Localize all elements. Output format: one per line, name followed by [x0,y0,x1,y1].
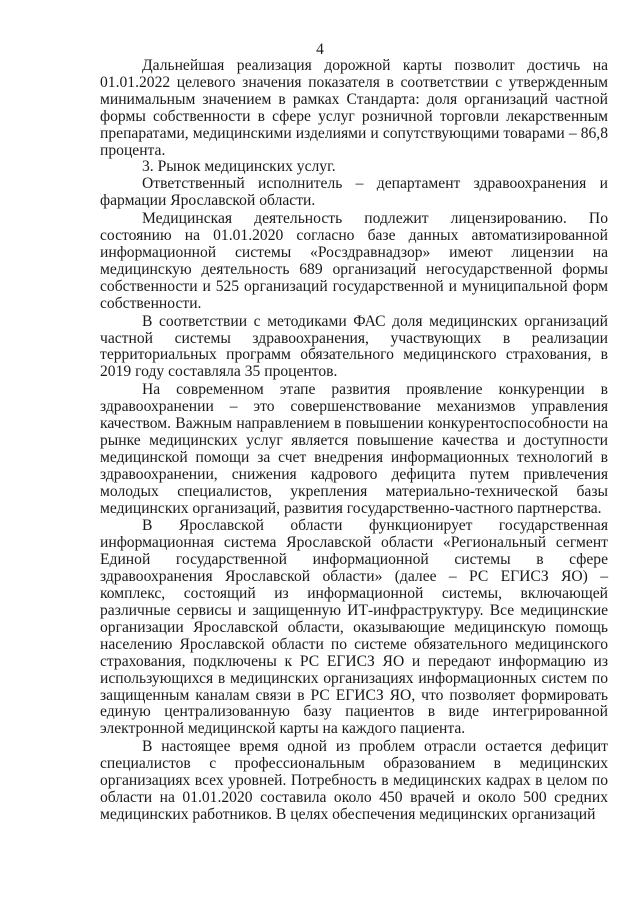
section-heading-medical-services: 3. Рынок медицинских услуг. [142,158,336,176]
paragraph-staff-shortage: В настоящее время одной из проблем отрасли остается дефицит специалистов с профессиональным образованием в медицинских организациях всех уровней. Потребность в медицинских кадрах в целом по области на 01.01.2020 составила около 450 врачей и около 500 средних медицинских работников. В целях обеспечения медицинских организаций [100,738,608,823]
paragraph-roadmap-target: Дальнейшая реализация дорожной карты позволит достичь на 01.01.2022 целевого значения показателя в соответствии с утвержденным минимальным значением в рамках Стандарта: доля организаций частной формы собственности в сфере услуг розничной торговли лекарственным препаратами, медицинскими изделиями и сопутствующими товарами – 86,8 процента. [100,57,608,159]
paragraph-competition: На современном этапе развития проявление конкуренции в здравоохранении – это совершенствование механизмов управления качеством. Важным направлением в повышении конкурентоспособности на рынке медицинских услуг является повышение качества и доступности медицинской помощи за счет внедрения информационных технологий в здравоохранении, снижения кадрового дефицита путем привлечения молодых специалистов, укрепления материально-технической базы медицинских организаций, развития государственно-частного партнерства. [100,381,608,517]
document-body [100,58,608,824]
paragraph-responsible-executor: Ответственный исполнитель – департамент здравоохранения и фармации Ярославской области. [100,175,608,210]
page-number: 4 [316,41,324,58]
paragraph-information-system: В Ярославской области функционирует государственная информационная система Ярославской области «Региональный сегмент Единой государственной информационной системы в сфере здравоохранения Ярославской области» (далее – РС ЕГИСЗ ЯО) – комплекс, состоящий из информационной системы, включающей различные сервисы и защищенную ИТ-инфраструктуру. Все медицинские организации Ярославской области, оказывающие медицинскую помощь населению Ярославской области по системе обязательного медицинского страхования, подключены к РС ЕГИСЗ ЯО и передают информацию из использующихся в медицинских организациях информационных систем по защищенным каналам связи в РС ЕГИСЗ ЯО, что позволяет формировать единую централизованную базу пациентов в виде интегрированной электронной медицинской карты на каждого пациента. [100,517,608,738]
paragraph-fas-share: В соответствии с методиками ФАС доля медицинских организаций частной системы здравоохранения, участвующих в реализации территориальных программ обязательного медицинского страхования, в 2019 году составляла 35 процентов. [100,312,608,381]
paragraph-licensing: Медицинская деятельность подлежит лицензированию. По состоянию на 01.01.2020 согласно базе данных автоматизированной информационной системы «Росздравнадзор» имеют лицензии на медицинскую деятельность 689 организаций негосударственной формы собственности и 525 организаций государственной и муниципальной форм собственности. [100,210,608,312]
